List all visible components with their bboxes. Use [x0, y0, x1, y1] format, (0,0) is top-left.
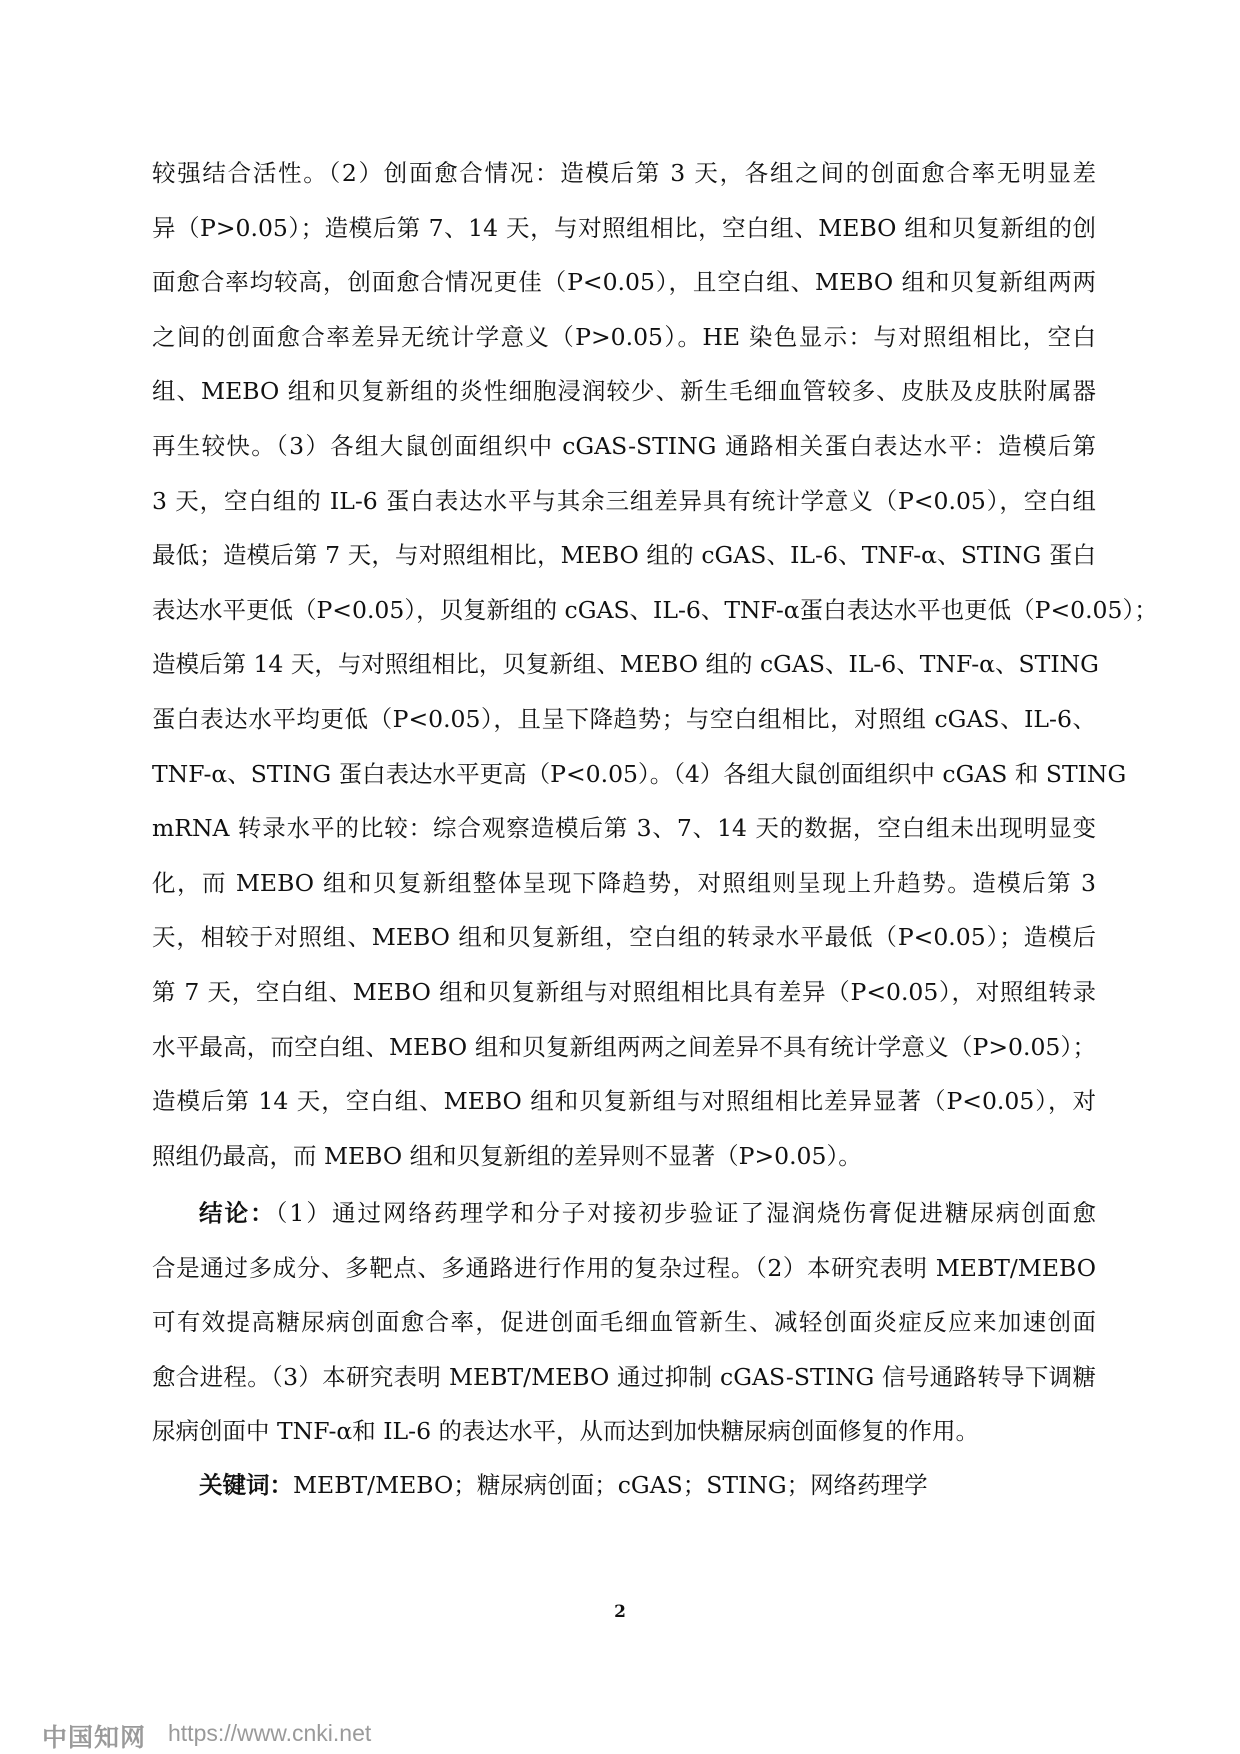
conclusion-line: 尿病创面中 TNF-α和 IL-6 的表达水平，从而达到加快糖尿病创面修复的作用。 [152, 1417, 979, 1446]
results-paragraph [152, 146, 1158, 1183]
body-line: 水平最高，而空白组、MEBO 组和贝复新组两两之间差异不具有统计学意义（P>0.05）； [152, 1032, 1096, 1061]
body-line: 异（P>0.05）；造模后第 7、14 天，与对照组相比，空白组、MEBO 组和贝复新组的创 [152, 213, 1096, 242]
conclusion-paragraph [152, 1186, 1096, 1459]
body-line: 较强结合活性。（2）创面愈合情况：造模后第 3 天，各组之间的创面愈合率无明显差 [152, 159, 1096, 187]
body-line: 造模后第 14 天，空白组、MEBO 组和贝复新组与对照组相比差异显著（P<0.05），对 [152, 1087, 1096, 1116]
conclusion-line: 愈合进程。（3）本研究表明 MEBT/MEBO 通过抑制 cGAS-STING 信号通路转导下调糖 [152, 1362, 1096, 1391]
conclusion-line: 可有效提高糖尿病创面愈合率，促进创面毛细血管新生、减轻创面炎症反应来加速创面 [152, 1308, 1096, 1337]
conclusion-first-line [152, 1186, 1096, 1241]
body-line: mRNA 转录水平的比较：综合观察造模后第 3、7、14 天的数据，空白组未出现明显变 [152, 814, 1096, 843]
body-line: 最低；造模后第 7 天，与对照组相比，MEBO 组的 cGAS、IL-6、TNF-α、STING 蛋白 [152, 541, 1096, 570]
conclusion-text: （1）通过网络药理学和分子对接初步验证了湿润烧伤膏促进糖尿病创面愈 [275, 1199, 1097, 1227]
body-line: 之间的创面愈合率差异无统计学意义（P>0.05）。HE 染色显示：与对照组相比，空白 [152, 322, 1096, 351]
body-line: 蛋白表达水平均更低（P<0.05），且呈下降趋势；与空白组相比，对照组 cGAS、IL-6、 [152, 704, 1096, 733]
body-line: 化，而 MEBO 组和贝复新组整体呈现下降趋势，对照组则呈现上升趋势。造模后第 3 [152, 868, 1096, 897]
cnki-url: https://www.cnki.net [168, 1720, 372, 1746]
body-line: 第 7 天，空白组、MEBO 组和贝复新组与对照组相比具有差异（P<0.05），对照组转录 [152, 977, 1096, 1006]
body-line: 天，相较于对照组、MEBO 组和贝复新组，空白组的转录水平最低（P<0.05）；造模后 [152, 923, 1096, 952]
body-line: 造模后第 14 天，与对照组相比，贝复新组、MEBO 组的 cGAS、IL-6、TNF-α、STING [152, 650, 1099, 679]
keywords-line [152, 1458, 1096, 1513]
body-line: 组、MEBO 组和贝复新组的炎性细胞浸润较少、新生毛细血管较多、皮肤及皮肤附属器 [152, 377, 1096, 406]
conclusion-line: 合是通过多成分、多靶点、多通路进行作用的复杂过程。（2）本研究表明 MEBT/MEBO [152, 1253, 1096, 1282]
cnki-logo: 中国知网 [42, 1723, 147, 1752]
body-line: 3 天，空白组的 IL-6 蛋白表达水平与其余三组差异具有统计学意义（P<0.05），空白组 [152, 486, 1096, 515]
body-line: 照组仍最高，而 MEBO 组和贝复新组的差异则不显著（P>0.05）。 [152, 1141, 862, 1170]
body-line: 表达水平更低（P<0.05），贝复新组的 cGAS、IL-6、TNF-α蛋白表达水平也更低（P<0.05）； [152, 595, 1158, 624]
keywords-text: MEBT/MEBO；糖尿病创面；cGAS；STING；网络药理学 [293, 1471, 928, 1499]
body-line: 再生较快。（3）各组大鼠创面组织中 cGAS-STING 通路相关蛋白表达水平：造模后第 [152, 431, 1096, 460]
conclusion-label: 结论： [199, 1199, 276, 1227]
page-number: 2 [614, 1602, 626, 1622]
keywords-label: 关键词： [199, 1471, 293, 1499]
body-line: 面愈合率均较高，创面愈合情况更佳（P<0.05），且空白组、MEBO 组和贝复新组两两 [152, 268, 1096, 297]
body-line: TNF-α、STING 蛋白表达水平更高（P<0.05）。（4）各组大鼠创面组织中 cGAS 和 STING [152, 759, 1127, 788]
keywords-paragraph [152, 1458, 1096, 1513]
